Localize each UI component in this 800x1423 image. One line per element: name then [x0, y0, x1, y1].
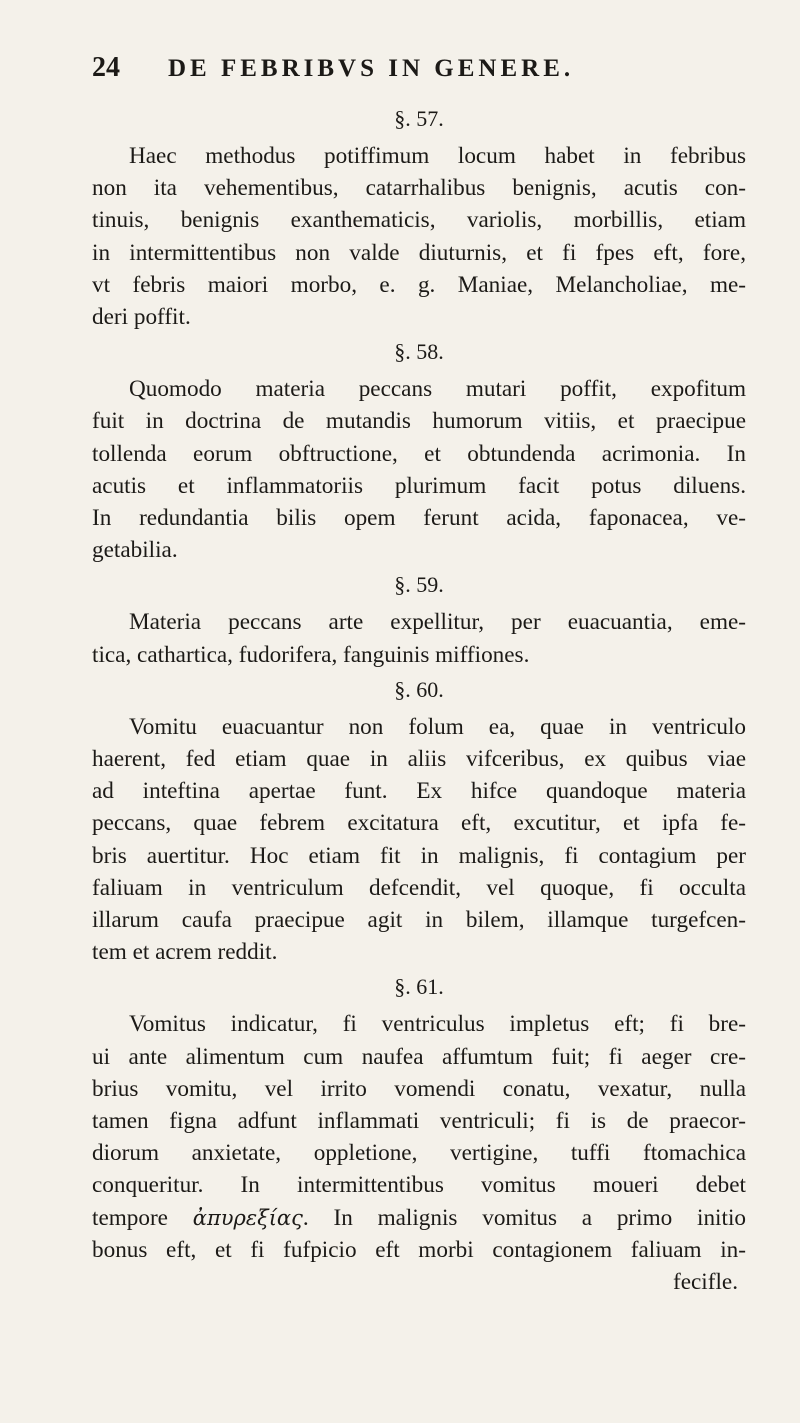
text-line: acutis et inflammatoriis plurimum facit potus diluens. [92, 472, 746, 499]
text-line: In redundantia bilis opem ferunt acida, faponacea, ve- [92, 505, 746, 532]
text-line: bris auertitur. Hoc etiam fit in malignis, fi contagium per [92, 842, 746, 869]
text-line: tica, cathartica, fudorifera, fanguinis miffiones. [92, 641, 530, 668]
running-head: DE FEBRIBVS IN GENERE. [168, 55, 575, 82]
text-segment: . In malignis vomitus a primo initio [302, 1204, 746, 1231]
text-line: tollenda eorum obftructione, et obtundenda acrimonia. In [92, 440, 746, 467]
text-line: bonus eft, et fi fufpicio eft morbi contagionem faliuam in- [92, 1236, 746, 1263]
text-line: tem et acrem reddit. [92, 939, 278, 966]
text-line: tamen figna adfunt inflammati ventriculi; fi is de praecor- [92, 1108, 746, 1135]
text-line: haerent, fed etiam quae in aliis vifceribus, ex quibus viae [92, 746, 746, 773]
text-line: brius vomitu, vel irrito vomendi conatu, vexatur, nulla [92, 1075, 746, 1102]
paragraph-60 [92, 711, 746, 969]
text-line: getabilia. [92, 537, 178, 564]
text-line: Materia peccans arte expellitur, per euacuantia, eme- [129, 609, 746, 636]
text-segment: tempore [92, 1204, 193, 1231]
paragraph-59 [92, 606, 746, 670]
text-line: illarum caufa praecipue agit in bilem, illamque turgefcen- [92, 907, 746, 934]
catchword: fecifle. [673, 1269, 738, 1296]
text-line: ui ante alimentum cum naufea affumtum fuit; fi aeger cre- [92, 1043, 746, 1070]
text-line-with-greek [92, 1202, 746, 1234]
text-line: fuit in doctrina de mutandis humorum vitiis, et praecipue [92, 408, 746, 435]
text-line: Quomodo materia peccans mutari poffit, expofitum [129, 376, 746, 403]
text-line: conqueritur. In intermittentibus vomitus moueri debet [92, 1172, 746, 1199]
section-mark-61: §. 61. [394, 974, 444, 1000]
paragraph-58 [92, 373, 746, 566]
greek-word: ἀπυρεξίας [192, 1205, 303, 1230]
text-line: in intermittentibus non valde diuturnis, et fi fpes eft, fore, [92, 239, 746, 266]
section-mark-60: §. 60. [394, 676, 444, 702]
text-line: Haec methodus potiffimum locum habet in febribus [129, 143, 746, 169]
paragraph-61 [92, 1008, 746, 1266]
text-line: peccans, quae febrem excitatura eft, excutitur, et ipfa fe- [92, 810, 746, 837]
text-line: diorum anxietate, oppletione, vertigine, tuffi ftomachica [92, 1140, 746, 1167]
text-line: Vomitu euacuantur non folum ea, quae in ventriculo [129, 713, 746, 740]
section-mark-57: §. 57. [394, 106, 444, 131]
text-line: Vomitus indicatur, fi ventriculus impletus eft; fi bre- [129, 1011, 746, 1038]
text-line: faliuam in ventriculum defcendit, vel quoque, fi occulta [92, 874, 746, 901]
section-mark-59: §. 59. [394, 572, 444, 598]
text-line: non ita vehementibus, catarrhalibus benignis, acutis con- [92, 175, 746, 202]
paragraph-57 [92, 140, 746, 333]
page-number: 24 [92, 52, 120, 83]
text-line: vt febris maiori morbo, e. g. Maniae, Melancholiae, me- [92, 271, 746, 298]
text-line: deri poffit. [92, 304, 191, 331]
text-line: tinuis, benignis exanthematicis, variolis, morbillis, etiam [92, 207, 746, 234]
page-header [92, 52, 746, 98]
text-line: ad inteftina apertae funt. Ex hifce quandoque materia [92, 778, 746, 805]
section-mark-58: §. 58. [394, 339, 444, 365]
